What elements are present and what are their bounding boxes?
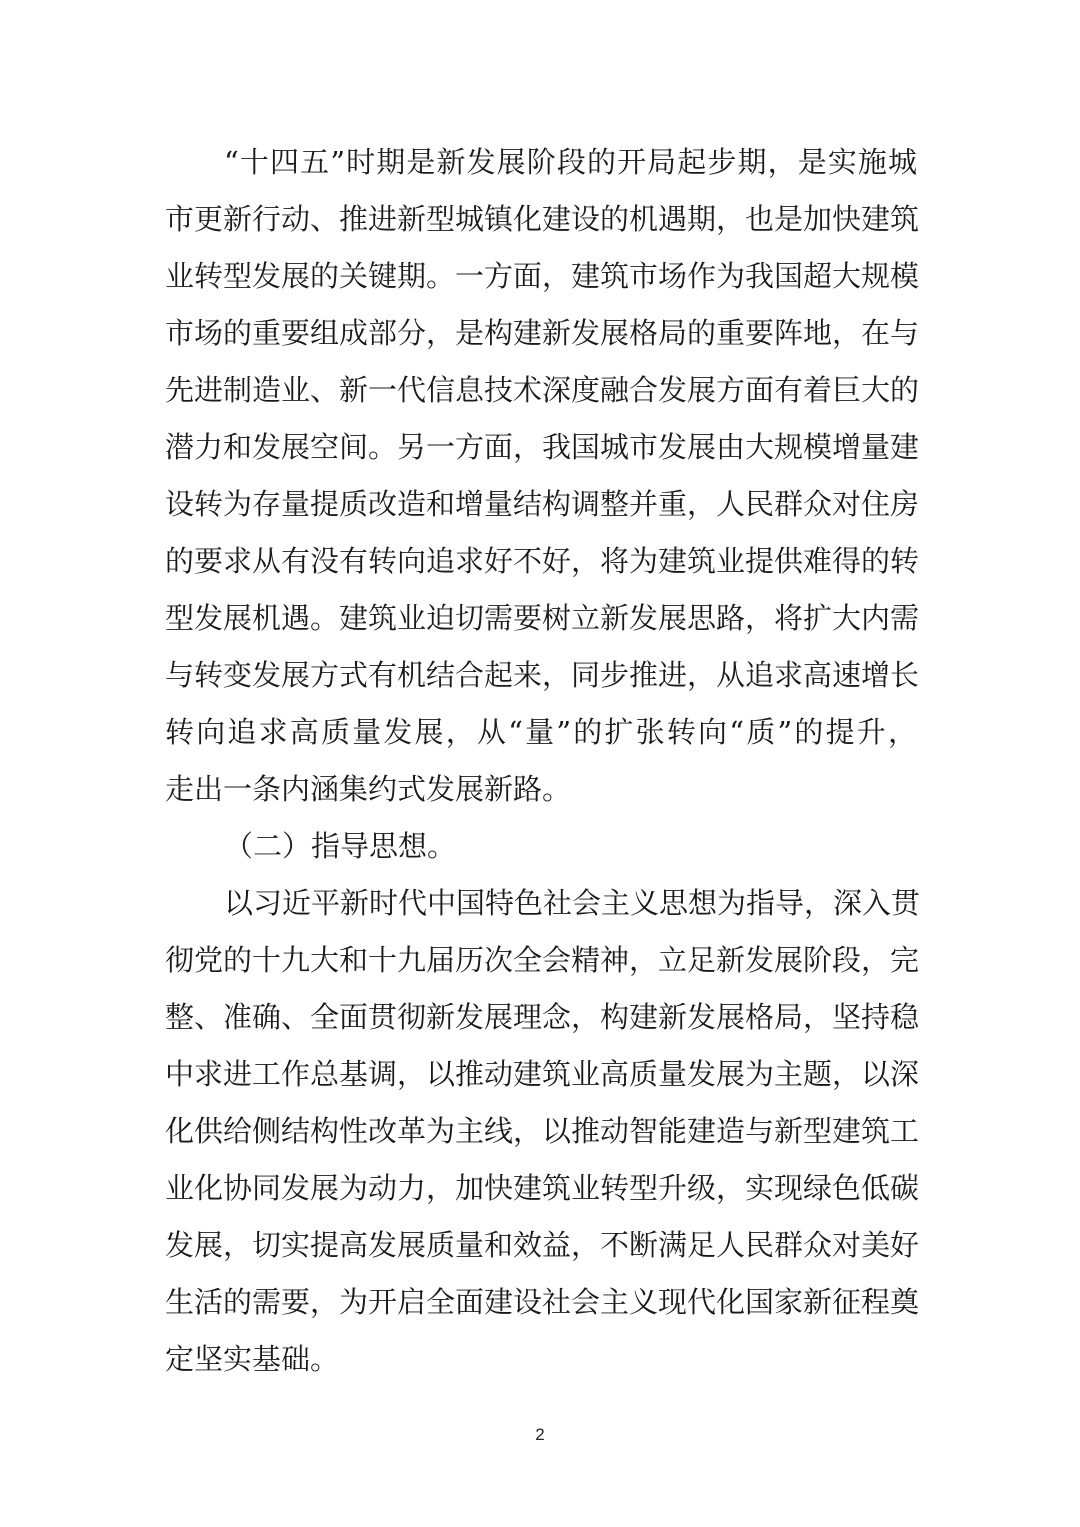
paragraph-line: 定坚实基础。 xyxy=(165,1342,340,1376)
paragraph-line: “十四五”时期是新发展阶段的开局起步期，是实施城 xyxy=(224,145,917,179)
paragraph-line: 中求进工作总基调，以推动建筑业高质量发展为主题，以深 xyxy=(165,1057,920,1091)
paragraph-line: 的要求从有没有转向追求好不好，将为建筑业提供难得的转 xyxy=(165,544,920,578)
paragraph-line: 以习近平新时代中国特色社会主义思想为指导，深入贯 xyxy=(224,886,921,920)
paragraph-line: 型发展机遇。建筑业迫切需要树立新发展思路，将扩大内需 xyxy=(165,601,920,635)
paragraph-line: 业化协同发展为动力，加快建筑业转型升级，实现绿色低碳 xyxy=(165,1171,920,1205)
paragraph-line: 与转变发展方式有机结合起来，同步推进，从追求高速增长 xyxy=(165,658,920,692)
paragraph-line: 设转为存量提质改造和增量结构调整并重，人民群众对住房 xyxy=(165,487,920,521)
paragraph-line: 走出一条内涵集约式发展新路。 xyxy=(165,772,572,806)
paragraph-line: 彻党的十九大和十九届历次全会精神，立足新发展阶段，完 xyxy=(165,943,920,977)
paragraph-line: 整、准确、全面贯彻新发展理念，构建新发展格局，坚持稳 xyxy=(165,1000,920,1034)
paragraph-line: 发展，切实提高发展质量和效益，不断满足人民群众对美好 xyxy=(165,1228,920,1262)
paragraph-line: 生活的需要，为开启全面建设社会主义现代化国家新征程奠 xyxy=(165,1285,920,1319)
paragraph-line: 潜力和发展空间。另一方面，我国城市发展由大规模增量建 xyxy=(165,430,920,464)
paragraph-line: 市场的重要组成部分，是构建新发展格局的重要阵地，在与 xyxy=(165,316,920,350)
paragraph-line: 先进制造业、新一代信息技术深度融合发展方面有着巨大的 xyxy=(165,373,920,407)
paragraph-line: 市更新行动、推进新型城镇化建设的机遇期，也是加快建筑 xyxy=(165,202,920,236)
page-number: 2 xyxy=(535,1425,545,1444)
paragraph-line: 业转型发展的关键期。一方面，建筑市场作为我国超大规模 xyxy=(165,259,920,293)
paragraph-line: 转向追求高质量发展，从“量”的扩张转向“质”的提升， xyxy=(165,715,917,749)
paragraph-line: 化供给侧结构性改革为主线，以推动智能建造与新型建筑工 xyxy=(165,1114,920,1148)
section-heading: （二）指导思想。 xyxy=(224,829,457,863)
